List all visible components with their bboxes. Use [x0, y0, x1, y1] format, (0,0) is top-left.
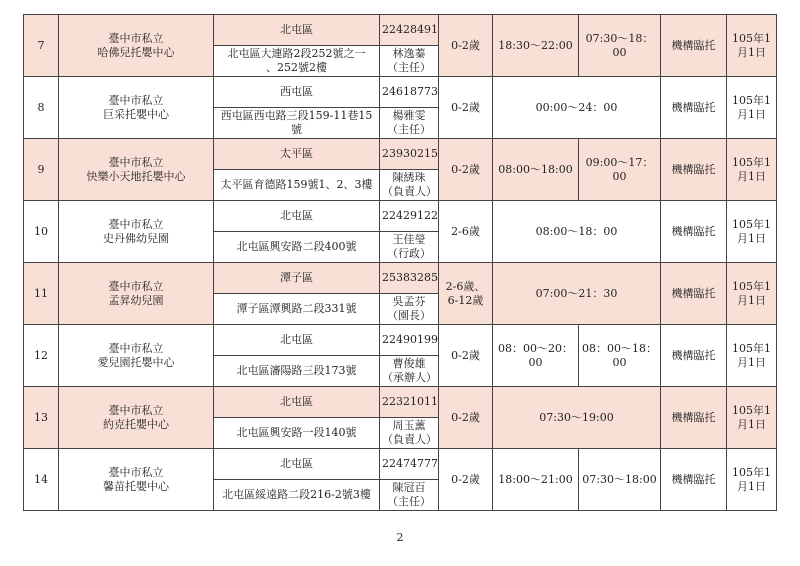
district-cell: 北屯區 — [214, 449, 380, 480]
age-cell — [439, 387, 493, 449]
contact-cell — [380, 480, 439, 511]
institution-name-line2: 約克托嬰中心 — [103, 417, 169, 431]
address-cell — [214, 356, 380, 387]
age-range: 0-2歲 — [451, 410, 480, 424]
start-date-cell: 105年1月1日 — [727, 263, 777, 325]
start-date-cell: 105年1月1日 — [727, 77, 777, 139]
age-range: 0-2歲 — [451, 162, 480, 176]
district-cell: 西屯區 — [214, 77, 380, 108]
phone-cell: 22474777 — [380, 449, 439, 480]
service-hours-cell: 07:30～19:00 — [493, 387, 661, 449]
district-cell: 北屯區 — [214, 325, 380, 356]
service-hours-cell-1: 18:00～21:00 — [493, 449, 579, 511]
service-hours-cell-1: 08：00～20：00 — [493, 325, 579, 387]
institution-name-line1: 臺中市私立 — [108, 403, 164, 417]
institution-name-line2: 快樂小天地托嬰中心 — [86, 169, 186, 183]
row-number: 9 — [24, 139, 59, 201]
service-hours-cell: 07:00～21：30 — [493, 263, 661, 325]
address-line: 太平區育德路159號1、2、3樓 — [220, 178, 373, 191]
service-type-cell: 機構臨托 — [661, 325, 727, 387]
start-date-cell: 105年1月1日 — [727, 325, 777, 387]
contact-line: 陳綉珠 — [392, 171, 426, 184]
service-type-cell: 機構臨托 — [661, 139, 727, 201]
address-cell — [214, 418, 380, 449]
service-type-cell: 機構臨托 — [661, 387, 727, 449]
institution-name-line2: 孟昇幼兒園 — [108, 293, 164, 307]
contact-line: （主任） — [387, 61, 431, 74]
contact-cell — [380, 294, 439, 325]
institution-name — [59, 449, 214, 511]
phone-cell: 25383285 — [380, 263, 439, 294]
contact-line: 楊雅雯 — [392, 109, 426, 122]
address-line: 、252號2樓 — [266, 61, 327, 74]
service-hours-cell-2: 09:00～17：00 — [579, 139, 661, 201]
service-hours-cell-2: 08：00～18：00 — [579, 325, 661, 387]
row-number: 13 — [24, 387, 59, 449]
phone-cell: 22490199 — [380, 325, 439, 356]
contact-line: （主任） — [387, 495, 431, 508]
age-cell — [439, 15, 493, 77]
address-cell — [214, 232, 380, 263]
contact-cell — [380, 232, 439, 263]
address-line: 西屯區西屯路三段159-11巷15號 — [220, 109, 373, 136]
district-cell: 潭子區 — [214, 263, 380, 294]
contact-line: 吳孟芬 — [392, 295, 426, 308]
service-type-cell: 機構臨托 — [661, 201, 727, 263]
institution-name-line1: 臺中市私立 — [108, 155, 164, 169]
contact-line: 周玉薰 — [392, 419, 426, 432]
age-range: 0-2歲 — [451, 472, 480, 486]
address-cell — [214, 294, 380, 325]
row-number: 12 — [24, 325, 59, 387]
age-cell — [439, 449, 493, 511]
address-line: 北屯區興安路一段140號 — [236, 426, 357, 439]
service-type-cell: 機構臨托 — [661, 15, 727, 77]
age-range: 0-2歲 — [451, 348, 480, 362]
contact-cell — [380, 170, 439, 201]
service-hours-cell-1: 18:30～22:00 — [493, 15, 579, 77]
table-row — [24, 139, 777, 170]
row-number: 8 — [24, 77, 59, 139]
institution-name-line1: 臺中市私立 — [108, 465, 164, 479]
contact-line: （行政） — [387, 247, 431, 260]
contact-line: （承辦人） — [382, 371, 437, 384]
table-row — [24, 15, 777, 46]
table-row — [24, 325, 777, 356]
service-hours-cell: 08:00～18：00 — [493, 201, 661, 263]
institution-name-line1: 臺中市私立 — [108, 279, 164, 293]
institution-name-line2: 巨采托嬰中心 — [103, 107, 169, 121]
contact-line: 陳冠百 — [392, 481, 426, 494]
institution-name-line2: 哈佛兒托嬰中心 — [97, 45, 175, 59]
contact-line: （主任） — [387, 123, 431, 136]
institution-name-line1: 臺中市私立 — [108, 217, 164, 231]
address-cell — [214, 170, 380, 201]
district-cell: 北屯區 — [214, 387, 380, 418]
phone-cell: 24618773 — [380, 77, 439, 108]
start-date-cell: 105年1月1日 — [727, 139, 777, 201]
age-cell — [439, 139, 493, 201]
institution-name-line1: 臺中市私立 — [108, 31, 164, 45]
address-cell — [214, 46, 380, 77]
institution-name-line2: 史丹佛幼兒園 — [103, 231, 169, 245]
table-row — [24, 77, 777, 108]
childcare-table — [23, 14, 777, 511]
contact-line: 林逸蓁 — [392, 47, 426, 60]
contact-cell — [380, 108, 439, 139]
service-type-cell: 機構臨托 — [661, 449, 727, 511]
address-line: 北屯區大連路2段252號之一 — [227, 47, 366, 60]
contact-line: 王佳瑩 — [392, 233, 426, 246]
service-hours-cell: 00:00～24：00 — [493, 77, 661, 139]
table-row — [24, 387, 777, 418]
service-hours-cell-1: 08:00～18:00 — [493, 139, 579, 201]
service-type-cell: 機構臨托 — [661, 263, 727, 325]
table-row — [24, 449, 777, 480]
institution-name-line2: 愛兒園托嬰中心 — [97, 355, 175, 369]
table-row — [24, 263, 777, 294]
contact-cell — [380, 46, 439, 77]
age-range: 0-2歲 — [451, 38, 480, 52]
age-cell — [439, 201, 493, 263]
institution-name — [59, 325, 214, 387]
row-number: 7 — [24, 15, 59, 77]
age-cell — [439, 325, 493, 387]
address-line: 潭子區潭興路二段331號 — [236, 302, 357, 315]
contact-cell — [380, 418, 439, 449]
age-range-2: 6-12歲 — [447, 293, 484, 307]
row-number: 11 — [24, 263, 59, 325]
age-range: 2-6歲 — [451, 224, 480, 238]
start-date-cell: 105年1月1日 — [727, 387, 777, 449]
phone-cell: 22321011 — [380, 387, 439, 418]
address-line: 北屯區綏遠路二段216-2號3樓 — [222, 488, 371, 501]
age-cell — [439, 263, 493, 325]
institution-name — [59, 201, 214, 263]
start-date-cell: 105年1月1日 — [727, 449, 777, 511]
contact-line: 曹俊雄 — [392, 357, 426, 370]
service-type-cell: 機構臨托 — [661, 77, 727, 139]
contact-cell — [380, 356, 439, 387]
age-cell — [439, 77, 493, 139]
contact-line: （園長） — [387, 309, 431, 322]
start-date-cell: 105年1月1日 — [727, 15, 777, 77]
page-number: 2 — [396, 531, 404, 544]
row-number: 10 — [24, 201, 59, 263]
institution-name — [59, 15, 214, 77]
service-hours-cell-2: 07:30～18：00 — [579, 15, 661, 77]
district-cell: 太平區 — [214, 139, 380, 170]
address-line: 北屯區興安路二段400號 — [236, 240, 357, 253]
contact-line: （負責人） — [382, 185, 437, 198]
address-line: 北屯區瀋陽路三段173號 — [236, 364, 357, 377]
institution-name — [59, 263, 214, 325]
institution-name-line1: 臺中市私立 — [108, 341, 164, 355]
institution-name-line1: 臺中市私立 — [108, 93, 164, 107]
phone-cell: 23930215 — [380, 139, 439, 170]
age-range: 0-2歲 — [451, 100, 480, 114]
contact-line: （負責人） — [382, 433, 437, 446]
table-body — [24, 15, 777, 511]
table-row — [24, 201, 777, 232]
institution-name — [59, 387, 214, 449]
phone-cell: 22428491 — [380, 15, 439, 46]
address-cell — [214, 108, 380, 139]
row-number: 14 — [24, 449, 59, 511]
institution-name — [59, 77, 214, 139]
phone-cell: 22429122 — [380, 201, 439, 232]
institution-name-line2: 馨苗托嬰中心 — [103, 479, 169, 493]
service-hours-cell-2: 07:30～18:00 — [579, 449, 661, 511]
district-cell: 北屯區 — [214, 15, 380, 46]
district-cell: 北屯區 — [214, 201, 380, 232]
start-date-cell: 105年1月1日 — [727, 201, 777, 263]
age-range: 2-6歲、 — [445, 279, 486, 293]
address-cell — [214, 480, 380, 511]
institution-name — [59, 139, 214, 201]
